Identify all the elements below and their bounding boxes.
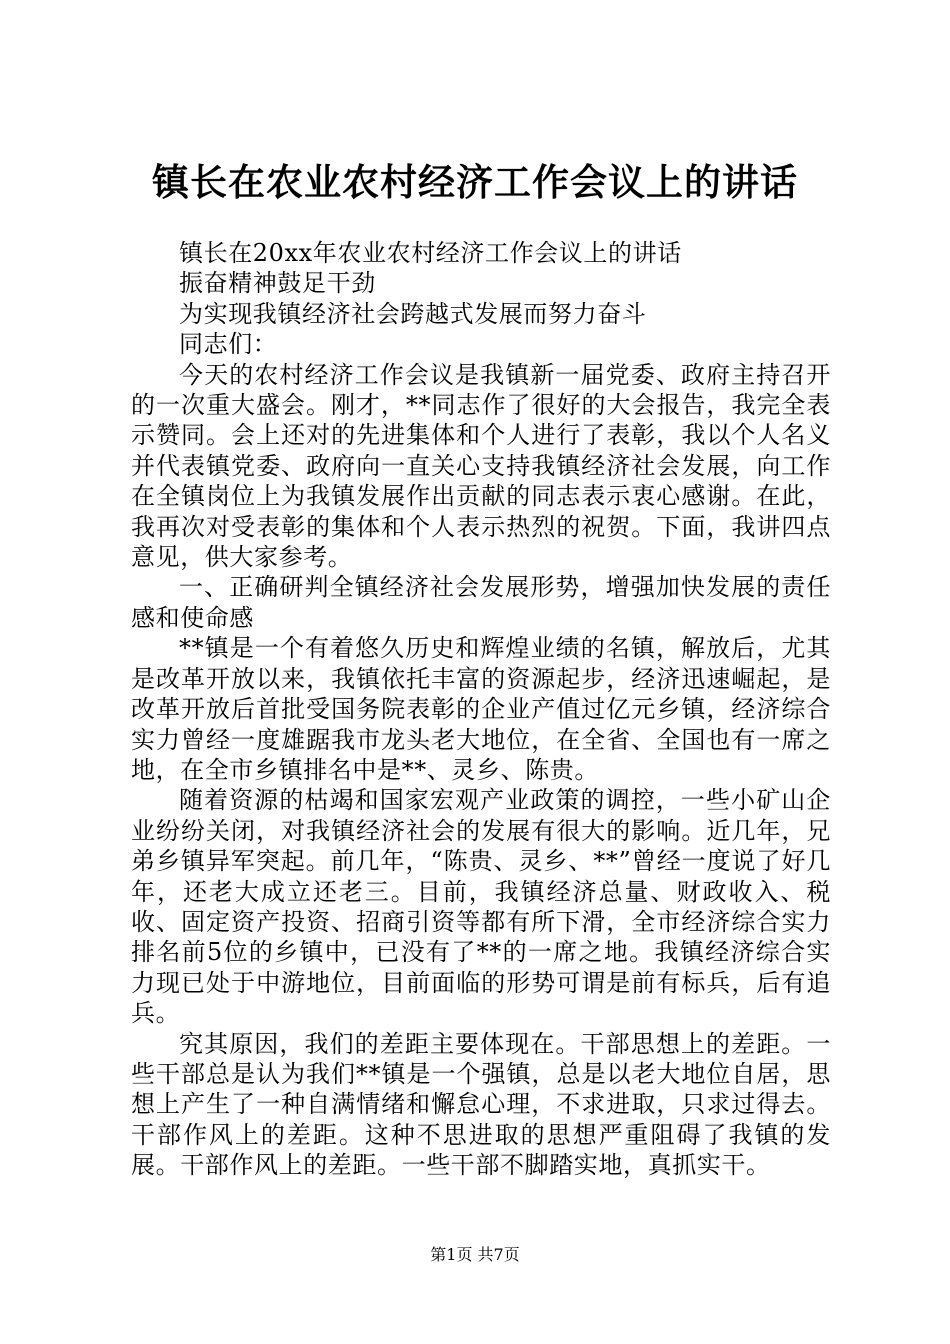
page-number-footer: 第1页 共7页 <box>430 1245 520 1264</box>
document-title: 镇长在农业农村经济工作会议上的讲话 <box>152 160 798 204</box>
salutation: 同志们： <box>179 330 278 359</box>
paragraph: 随着资源的枯竭和国家宏观产业政策的调控，一些小矿山企业纷纷关闭，对我镇经济社会的发展有很大的影响。近几年，兄弟乡镇异军突起。前几年，“陈贵、灵乡、**”曾经一度说了好几年，还老大成立还老三。目前，我镇经济总量、财政收入、税收、固定资产投资、招商引资等都有所下滑，全市经济综合实力排名前5位的乡镇中，已没有了**的一席之地。我镇经济综合实力现已处于中游地位，目前面临的形势可谓是前有标兵，后有追兵。 <box>131 786 831 1028</box>
paragraph: **镇是一个有着悠久历史和辉煌业绩的名镇，解放后，尤其是改革开放以来，我镇依托丰富的资源起步，经济迅速崛起，是改革开放后首批受国务院表彰的企业产值过亿元乡镇，经济综合实力曾经一度雄踞我市龙头老大地位，在全省、全国也有一席之地，在全市乡镇排名中是**、灵乡、陈贵。 <box>131 634 831 784</box>
paragraph: 今天的农村经济工作会议是我镇新一届党委、政府主持召开的一次重大盛会。刚才，**同志作了很好的大会报告，我完全表示赞同。会上还对的先进集体和个人进行了表彰，我以个人名义并代表镇党委、政府向一直关心支持我镇经济社会发展，向工作在全镇岗位上为我镇发展作出贡献的同志表示衷心感谢。在此，我再次对受表彰的集体和个人表示热烈的祝贺。下面，我讲四点意见，供大家参考。 <box>131 360 831 572</box>
paragraph: 究其原因，我们的差距主要体现在。干部思想上的差距。一些干部总是认为我们**镇是一个强镇，总是以老大地位自居，思想上产生了一种自满情绪和懈怠心理，不求进取，只求过得去。干部作风上的差距。这种不思进取的思想严重阻碍了我镇的发展。干部作风上的差距。一些干部不脚踏实地，真抓实干。 <box>131 1029 831 1180</box>
slogan-line-1: 振奋精神鼓足干劲 <box>179 269 376 298</box>
slogan-line-2: 为实现我镇经济社会跨越式发展而努力奋斗 <box>179 299 647 328</box>
subtitle-line: 镇长在20xx年农业农村经济工作会议上的讲话 <box>179 239 682 267</box>
section-heading: 一、正确研判全镇经济社会发展形势，增强加快发展的责任感和使命感 <box>131 573 831 632</box>
document-body <box>131 238 831 1181</box>
